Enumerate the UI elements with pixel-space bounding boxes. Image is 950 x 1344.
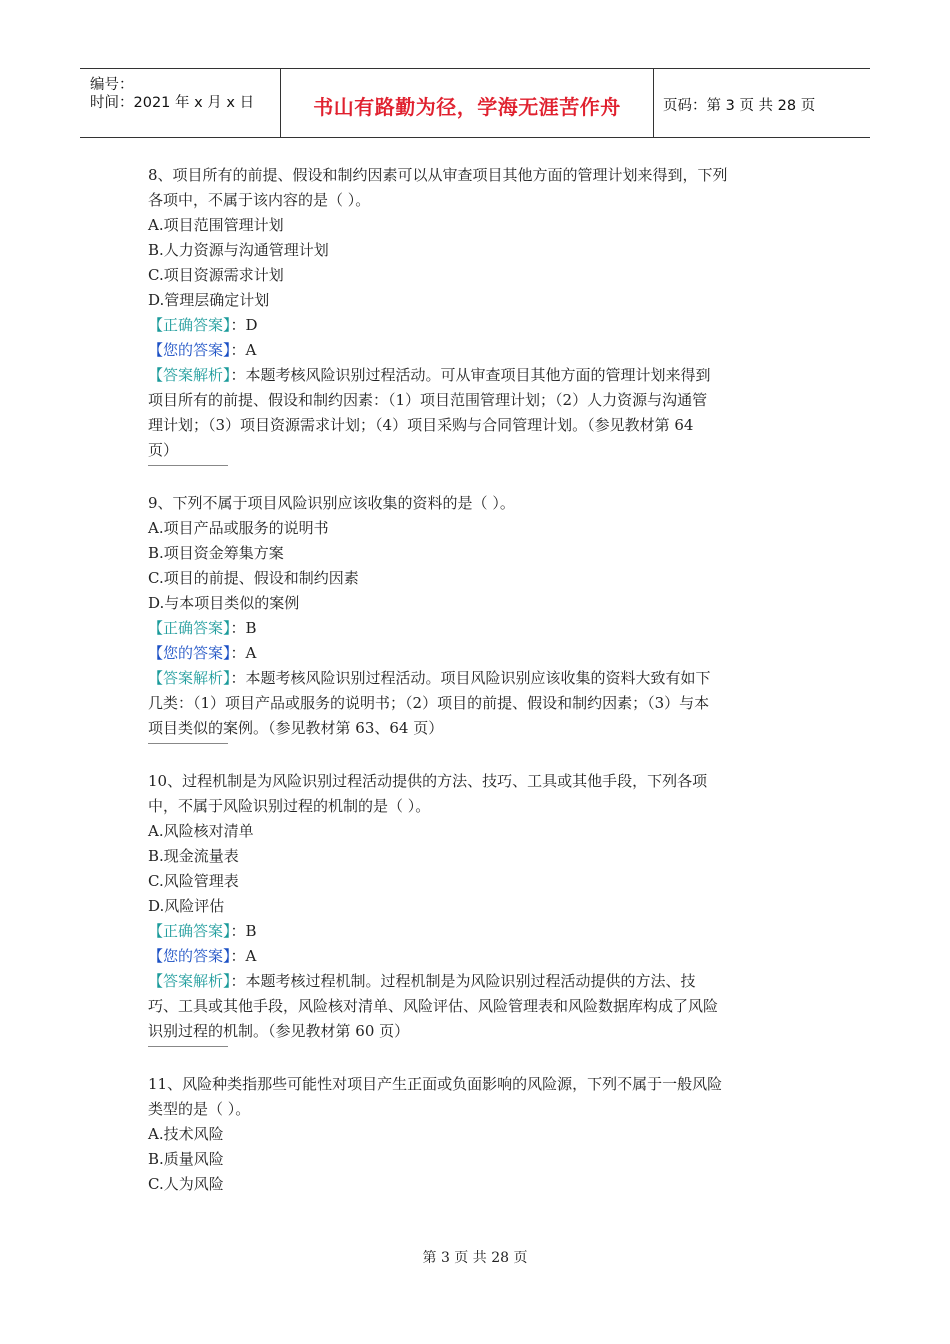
your-answer xyxy=(148,944,808,969)
answer-analysis-text: 识别过程的机制。（参见教材第 60 页） xyxy=(148,1022,410,1040)
option-a: A.技术风险 xyxy=(148,1125,224,1143)
header-middle-cell xyxy=(280,69,654,137)
question-stem: 8、项目所有的前提、假设和制约因素可以从审查项目其他方面的管理计划来得到，下列 xyxy=(148,166,728,184)
question-stem: 中，不属于风险识别过程的机制的是（ ）。 xyxy=(148,797,431,815)
document-time-label: 时间：2021 年 x 月 x 日 xyxy=(90,95,255,111)
option-a: A.项目范围管理计划 xyxy=(148,216,284,234)
option-a: A.项目产品或服务的说明书 xyxy=(148,519,329,537)
option-c: C.项目资源需求计划 xyxy=(148,266,284,284)
question-8 xyxy=(148,163,808,466)
option-d: D.与本项目类似的案例 xyxy=(148,594,300,612)
question-stem: 10、过程机制是为风险识别过程活动提供的方法、技巧、工具或其他手段，下列各项 xyxy=(148,772,708,790)
option-b: B.人力资源与沟通管理计划 xyxy=(148,241,329,259)
option-c: C.项目的前提、假设和制约因素 xyxy=(148,569,359,587)
correct-answer-label: 【正确答案】 xyxy=(148,316,231,334)
option-c: C.风险管理表 xyxy=(148,872,239,890)
correct-answer xyxy=(148,616,808,641)
answer-analysis-text: 几类：（1）项目产品或服务的说明书；（2）项目的前提、假设和制约因素；（3）与本 xyxy=(148,694,710,712)
correct-answer-value: ：B xyxy=(230,922,257,940)
question-10 xyxy=(148,769,808,1047)
answer-analysis-text: 页） xyxy=(148,441,179,459)
your-answer-value: ：A xyxy=(230,644,257,662)
correct-answer-label: 【正确答案】 xyxy=(148,619,231,637)
your-answer-label: 【您的答案】 xyxy=(148,341,231,359)
option-d: D.管理层确定计划 xyxy=(148,291,270,309)
option-b: B.项目资金筹集方案 xyxy=(148,544,284,562)
question-stem: 9、下列不属于项目风险识别应该收集的资料的是（ ）。 xyxy=(148,494,515,512)
answer-analysis-label: 【答案解析】 xyxy=(148,972,231,990)
header-page-info: 页码：第 3 页 共 28 页 xyxy=(663,98,816,114)
document-body xyxy=(148,163,808,1222)
answer-analysis-label: 【答案解析】 xyxy=(148,669,231,687)
your-answer-label: 【您的答案】 xyxy=(148,947,231,965)
question-stem: 各项中，不属于该内容的是（ ）。 xyxy=(148,191,371,209)
option-b: B.现金流量表 xyxy=(148,847,239,865)
option-c: C.人为风险 xyxy=(148,1175,224,1193)
header-motto: 书山有路勤为径，学海无涯苦作舟 xyxy=(313,95,621,119)
correct-answer-value: ：B xyxy=(230,619,257,637)
page-footer: 第 3 页 共 28 页 xyxy=(422,1250,528,1266)
document-number-label: 编号： xyxy=(90,77,134,93)
option-d: D.风险评估 xyxy=(148,897,225,915)
question-11 xyxy=(148,1072,808,1197)
page-header xyxy=(80,68,870,138)
header-right-cell xyxy=(653,69,870,137)
answer-analysis-text: 项目类似的案例。（参见教材第 63、64 页） xyxy=(148,719,444,737)
correct-answer-value: ：D xyxy=(230,316,258,334)
header-left-cell xyxy=(80,69,280,137)
question-stem: 类型的是（ ）。 xyxy=(148,1100,251,1118)
answer-analysis-text: 巧、工具或其他手段，风险核对清单、风险评估、风险管理表和风险数据库构成了风险 xyxy=(148,997,719,1015)
question-stem: 11、风险种类指那些可能性对项目产生正面或负面影响的风险源，下列不属于一般风险 xyxy=(148,1075,723,1093)
your-answer-label: 【您的答案】 xyxy=(148,644,231,662)
answer-analysis-text: ：本题考核风险识别过程活动。可从审查项目其他方面的管理计划来得到 xyxy=(230,366,711,384)
divider xyxy=(148,465,228,466)
your-answer xyxy=(148,338,808,363)
question-9 xyxy=(148,491,808,744)
divider xyxy=(148,743,228,744)
your-answer-value: ：A xyxy=(230,341,257,359)
your-answer xyxy=(148,641,808,666)
answer-analysis xyxy=(148,969,808,994)
answer-analysis xyxy=(148,363,808,388)
divider xyxy=(148,1046,228,1047)
correct-answer-label: 【正确答案】 xyxy=(148,922,231,940)
answer-analysis-text: ：本题考核风险识别过程活动。项目风险识别应该收集的资料大致有如下 xyxy=(230,669,711,687)
answer-analysis-label: 【答案解析】 xyxy=(148,366,231,384)
correct-answer xyxy=(148,313,808,338)
option-a: A.风险核对清单 xyxy=(148,822,254,840)
option-b: B.质量风险 xyxy=(148,1150,224,1168)
correct-answer xyxy=(148,919,808,944)
answer-analysis-text: 项目所有的前提、假设和制约因素：（1）项目范围管理计划；（2）人力资源与沟通管 xyxy=(148,391,708,409)
your-answer-value: ：A xyxy=(230,947,257,965)
answer-analysis xyxy=(148,666,808,691)
answer-analysis-text: ：本题考核过程机制。过程机制是为风险识别过程活动提供的方法、技 xyxy=(230,972,696,990)
answer-analysis-text: 理计划；（3）项目资源需求计划；（4）项目采购与合同管理计划。（参见教材第 64 xyxy=(148,416,694,434)
